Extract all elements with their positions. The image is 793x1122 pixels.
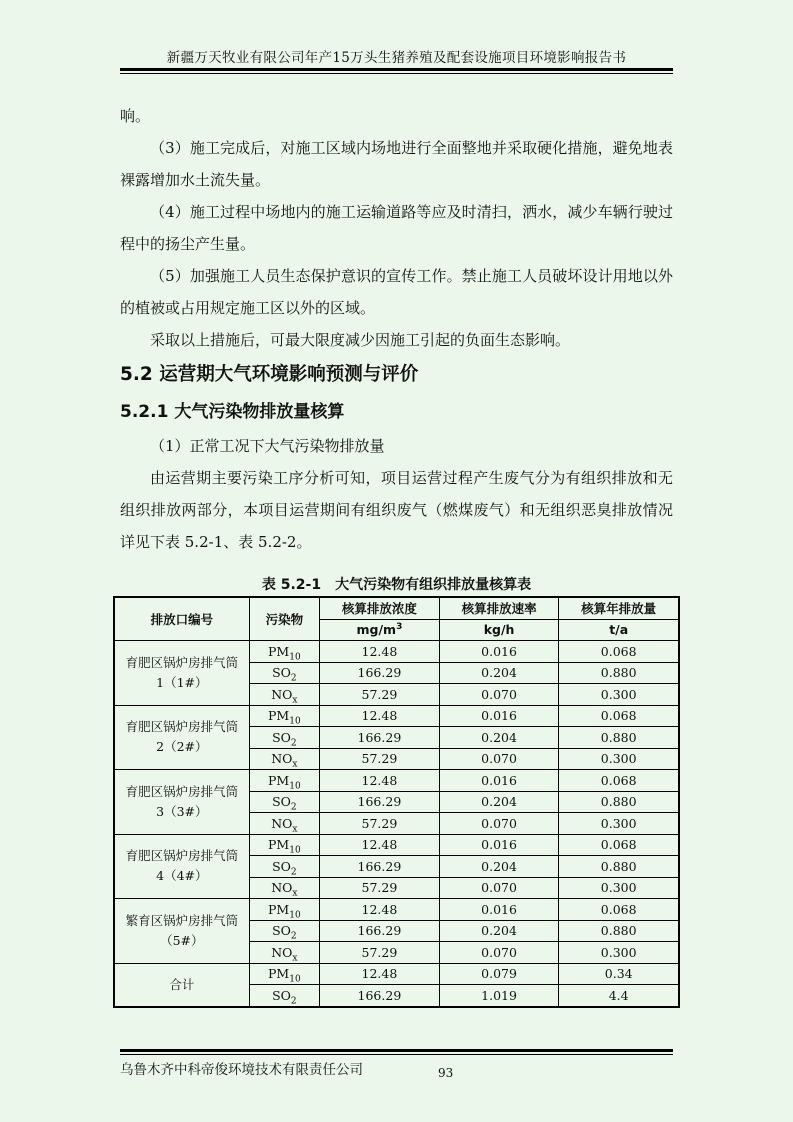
rate-cell: 0.204 <box>439 920 559 942</box>
pollutant-base: NO <box>271 686 293 702</box>
rate-cell: 0.204 <box>439 662 559 684</box>
pollutant-base: PM <box>268 772 290 788</box>
pollutant-base: SO <box>272 923 291 939</box>
rate-cell: 0.070 <box>439 684 559 706</box>
conc-cell: 57.29 <box>320 813 440 835</box>
header-rate: 核算排放速率 <box>439 597 559 619</box>
pollutant-subscript: 2 <box>290 673 297 684</box>
pollutant-base: SO <box>272 729 291 745</box>
conc-cell: 57.29 <box>320 877 440 899</box>
unit-conc-base: mg/m <box>356 622 397 638</box>
section-heading-5-2: 5.2 运营期大气环境影响预测与评价 <box>120 364 419 385</box>
annual-cell: 0.300 <box>559 684 679 706</box>
table-row <box>114 770 679 792</box>
unit-concentration <box>320 619 440 641</box>
conc-cell: 12.48 <box>320 770 440 792</box>
annual-cell: 0.34 <box>559 963 679 985</box>
pollutant-base: SO <box>272 794 291 810</box>
paragraph-measure-4: （4）施工过程中场地内的施工运输道路等应及时清扫，洒水，减少车辆行驶过程中的扬尘产生量。 <box>120 203 673 253</box>
annual-cell: 0.880 <box>559 727 679 749</box>
paragraph-measure-3: （3）施工完成后，对施工区域内场地进行全面整地并采取硬化措施，避免地表裸露增加水土流失量。 <box>120 139 673 189</box>
conc-cell: 166.29 <box>320 662 440 684</box>
pollutant-subscript: x <box>292 888 298 899</box>
rate-cell: 0.204 <box>439 791 559 813</box>
pollutant-base: PM <box>268 708 290 724</box>
header-outlet: 排放口编号 <box>114 597 249 641</box>
conc-cell: 166.29 <box>320 856 440 878</box>
table-row <box>114 705 679 727</box>
unit-conc-sup: 3 <box>396 622 403 633</box>
pollutant-subscript: 10 <box>289 974 301 985</box>
pollutant-base: NO <box>271 880 293 896</box>
annual-cell: 0.068 <box>559 641 679 663</box>
footer-rule-thin <box>120 1054 673 1055</box>
pollutant-cell <box>249 942 319 964</box>
annual-cell: 0.300 <box>559 813 679 835</box>
pollutant-cell <box>249 899 319 921</box>
table-row <box>114 834 679 856</box>
rate-cell: 0.070 <box>439 813 559 835</box>
paragraph-continuation: 响。 <box>120 107 151 125</box>
header-annual: 核算年排放量 <box>559 597 679 619</box>
pollutant-subscript: x <box>292 695 298 706</box>
conc-cell: 12.48 <box>320 641 440 663</box>
conc-cell: 57.29 <box>320 684 440 706</box>
unit-rate: kg/h <box>439 619 559 641</box>
annual-cell: 0.068 <box>559 899 679 921</box>
rate-cell: 0.016 <box>439 641 559 663</box>
page-header: 新疆万天牧业有限公司年产15万头生猪养殖及配套设施项目环境影响报告书 <box>166 50 627 66</box>
annual-cell: 0.068 <box>559 705 679 727</box>
annual-cell: 0.068 <box>559 770 679 792</box>
pollutant-base: NO <box>271 944 293 960</box>
paragraph-analysis: 由运营期主要污染工序分析可知，项目运营过程产生废气分为有组织排放和无组织排放两部分，本项目运营期间有组织废气（燃煤废气）和无组织恶臭排放情况详见下表 5.2-1、表 5.2-2。 <box>120 469 673 551</box>
pollutant-subscript: 10 <box>289 781 301 792</box>
pollutant-cell <box>249 748 319 770</box>
unit-annual: t/a <box>559 619 679 641</box>
conc-cell: 166.29 <box>320 920 440 942</box>
emission-table <box>113 596 680 1008</box>
paragraph-normal-condition: （1）正常工况下大气污染物排放量 <box>150 437 385 455</box>
pollutant-subscript: 2 <box>290 867 297 878</box>
pollutant-base: SO <box>272 665 291 681</box>
section-heading-5-2-1: 5.2.1 大气污染物排放量核算 <box>120 402 345 422</box>
pollutant-cell <box>249 920 319 942</box>
pollutant-subscript: 2 <box>290 738 297 749</box>
rate-cell: 0.079 <box>439 963 559 985</box>
pollutant-subscript: 10 <box>289 910 301 921</box>
annual-cell: 0.880 <box>559 920 679 942</box>
rate-cell: 0.204 <box>439 856 559 878</box>
rate-cell: 0.070 <box>439 748 559 770</box>
annual-cell: 0.068 <box>559 834 679 856</box>
table-body <box>114 641 679 1007</box>
header-pollutant: 污染物 <box>249 597 319 641</box>
pollutant-base: PM <box>268 966 290 982</box>
pollutant-base: SO <box>272 987 291 1003</box>
header-concentration: 核算排放浓度 <box>320 597 440 619</box>
rate-cell: 0.016 <box>439 834 559 856</box>
outlet-cell: 育肥区锅炉房排气筒 2（2#） <box>114 705 249 770</box>
conc-cell: 57.29 <box>320 748 440 770</box>
body-text <box>120 100 673 558</box>
table-row <box>114 899 679 921</box>
annual-cell: 0.880 <box>559 791 679 813</box>
pollutant-cell <box>249 813 319 835</box>
pollutant-cell <box>249 705 319 727</box>
pollutant-cell <box>249 770 319 792</box>
pollutant-subscript: x <box>292 759 298 770</box>
annual-cell: 4.4 <box>559 985 679 1007</box>
annual-cell: 0.300 <box>559 748 679 770</box>
pollutant-cell <box>249 985 319 1007</box>
pollutant-cell <box>249 662 319 684</box>
footer-company: 乌鲁木齐中科帝俊环境技术有限责任公司 <box>120 1062 363 1078</box>
footer-rule-thick <box>120 1049 673 1052</box>
pollutant-cell <box>249 684 319 706</box>
pollutant-subscript: 10 <box>289 716 301 727</box>
annual-cell: 0.300 <box>559 877 679 899</box>
pollutant-base: PM <box>268 901 290 917</box>
rate-cell: 1.019 <box>439 985 559 1007</box>
pollutant-cell <box>249 727 319 749</box>
pollutant-cell <box>249 641 319 663</box>
conc-cell: 12.48 <box>320 963 440 985</box>
outlet-cell: 繁育区锅炉房排气筒（5#） <box>114 899 249 964</box>
pollutant-base: SO <box>272 858 291 874</box>
pollutant-cell <box>249 856 319 878</box>
paragraph-measure-5: （5）加强施工人员生态保护意识的宣传工作。禁止施工人员破坏设计用地以外的植被或占用规定施工区以外的区域。 <box>120 267 673 317</box>
conc-cell: 12.48 <box>320 899 440 921</box>
annual-cell: 0.880 <box>559 856 679 878</box>
page-number: 93 <box>438 1066 454 1080</box>
pollutant-subscript: x <box>292 953 298 964</box>
rate-cell: 0.016 <box>439 770 559 792</box>
pollutant-base: PM <box>268 837 290 853</box>
rate-cell: 0.016 <box>439 705 559 727</box>
conc-cell: 166.29 <box>320 727 440 749</box>
pollutant-subscript: 10 <box>289 845 301 856</box>
outlet-cell: 育肥区锅炉房排气筒 1（1#） <box>114 641 249 706</box>
pollutant-cell <box>249 877 319 899</box>
rate-cell: 0.204 <box>439 727 559 749</box>
annual-cell: 0.880 <box>559 662 679 684</box>
conc-cell: 57.29 <box>320 942 440 964</box>
table-row <box>114 963 679 985</box>
conc-cell: 12.48 <box>320 705 440 727</box>
pollutant-subscript: x <box>292 824 298 835</box>
pollutant-cell <box>249 963 319 985</box>
table-row <box>114 641 679 663</box>
pollutant-cell <box>249 834 319 856</box>
annual-cell: 0.300 <box>559 942 679 964</box>
table-caption: 表 5.2-1 大气污染物有组织排放量核算表 <box>261 577 532 593</box>
outlet-cell: 育肥区锅炉房排气筒 3（3#） <box>114 770 249 835</box>
conc-cell: 166.29 <box>320 791 440 813</box>
header-rule-thin <box>120 73 673 74</box>
rate-cell: 0.070 <box>439 942 559 964</box>
pollutant-cell <box>249 791 319 813</box>
pollutant-base: PM <box>268 643 290 659</box>
paragraph-summary: 采取以上措施后，可最大限度减少因施工引起的负面生态影响。 <box>150 331 571 349</box>
pollutant-base: NO <box>271 815 293 831</box>
pollutant-subscript: 2 <box>290 802 297 813</box>
outlet-cell: 育肥区锅炉房排气筒 4（4#） <box>114 834 249 899</box>
outlet-cell: 合计 <box>114 963 249 1007</box>
pollutant-subscript: 10 <box>289 652 301 663</box>
pollutant-subscript: 2 <box>290 931 297 942</box>
conc-cell: 166.29 <box>320 985 440 1007</box>
pollutant-base: NO <box>271 751 293 767</box>
header-rule-thick <box>120 68 673 71</box>
conc-cell: 12.48 <box>320 834 440 856</box>
rate-cell: 0.070 <box>439 877 559 899</box>
rate-cell: 0.016 <box>439 899 559 921</box>
pollutant-subscript: 2 <box>290 996 297 1007</box>
table-header-row <box>114 597 679 619</box>
